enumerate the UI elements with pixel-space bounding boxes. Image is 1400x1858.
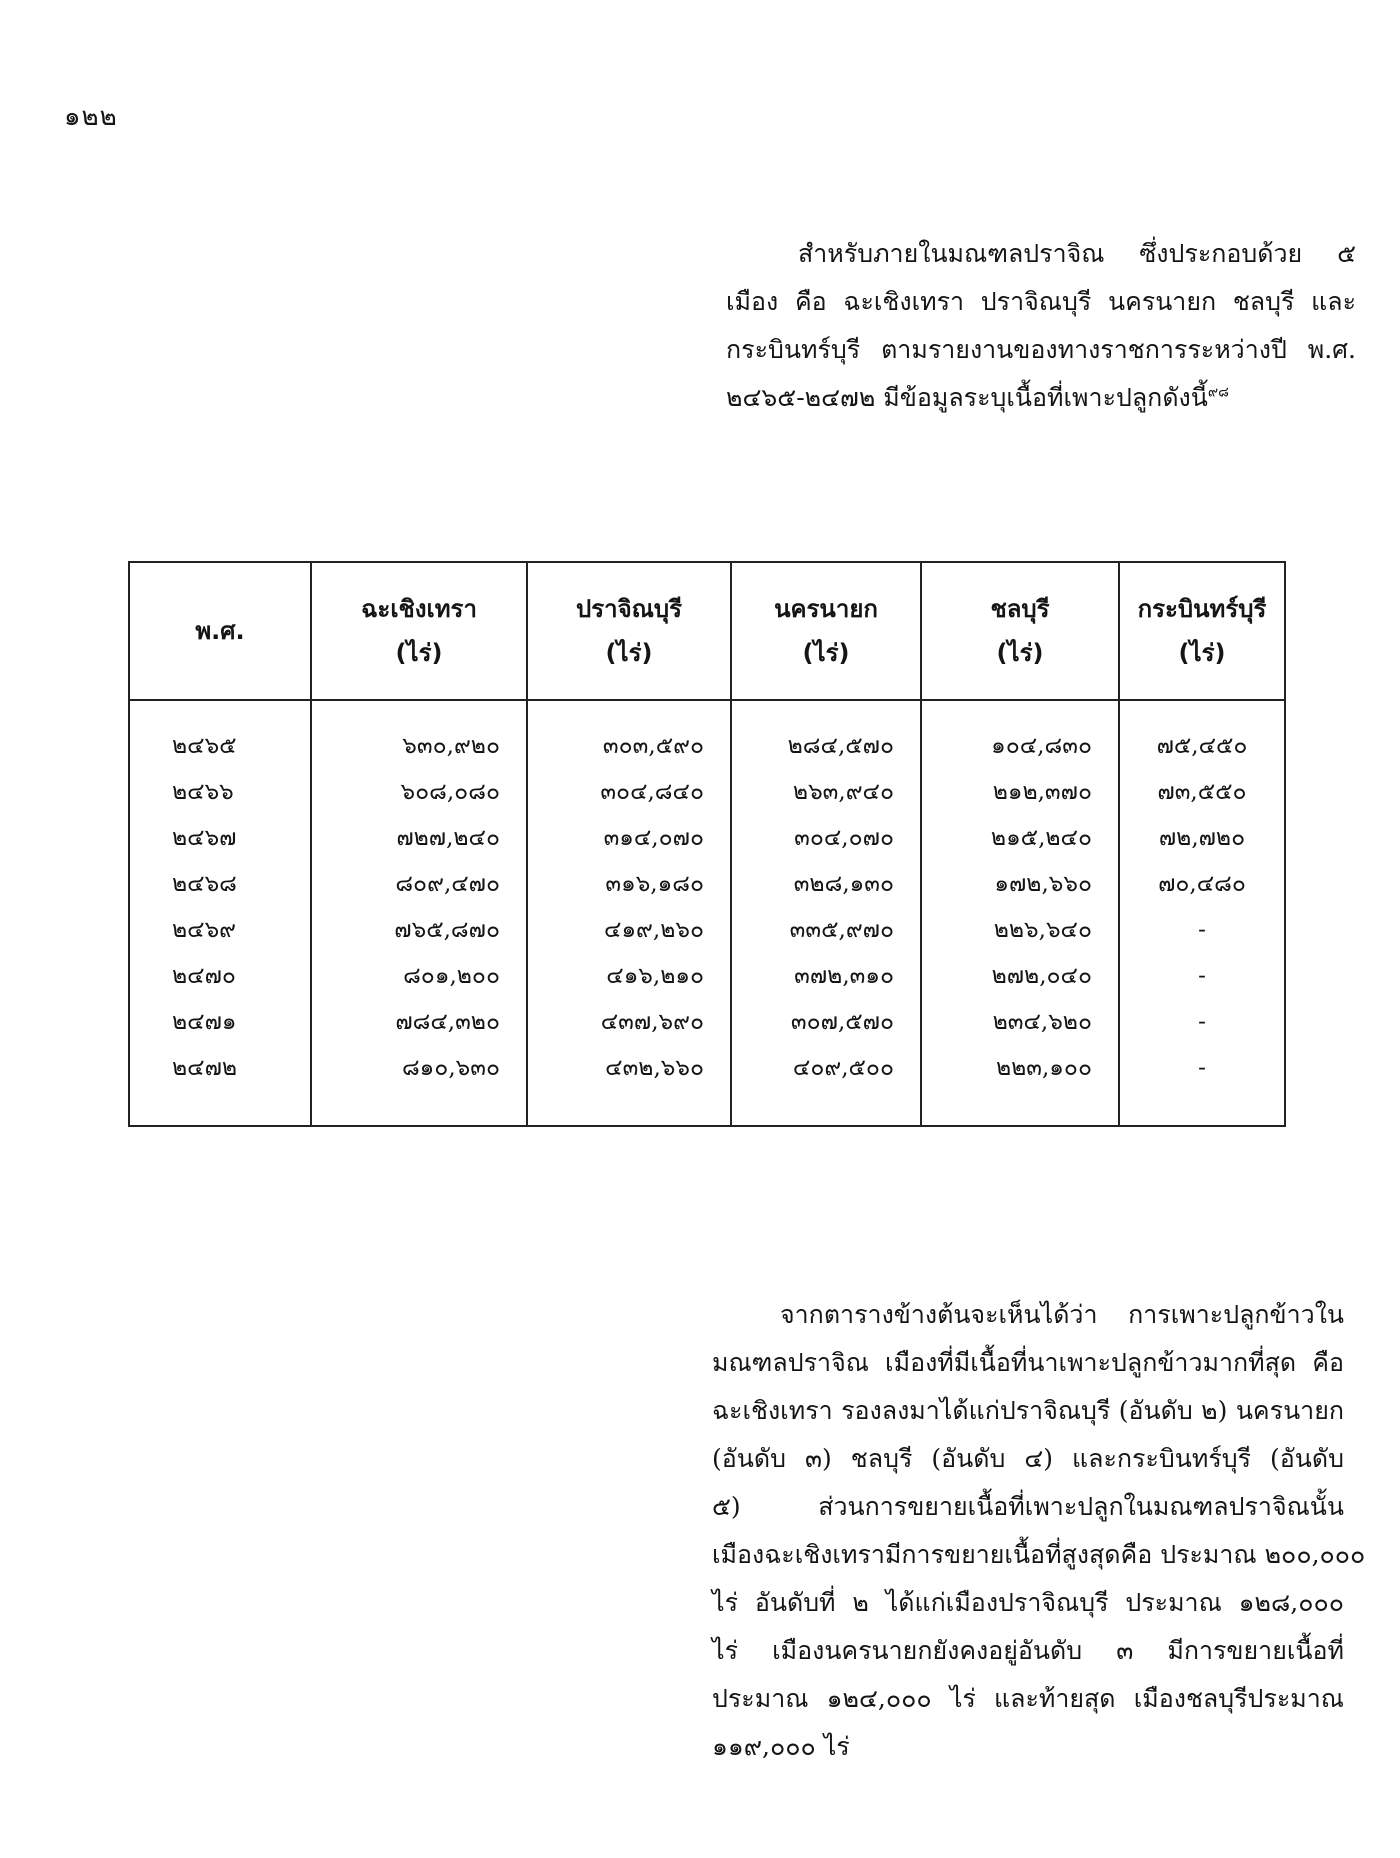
conclusion-line-7: ไร่ อันดับที่ ๒ ได้แก่เมืองปราจิณบุรี ประมาณ ๑๒๘,๐๐๐ [712, 1588, 1344, 1617]
cell-nakhonnayok: ๔๐๙,๕๐๐ [731, 1045, 921, 1126]
header-nakhonnayok-unit: (ไร่) [802, 639, 850, 667]
cell-prachinburi: ๓๐๓,๕๙๐ [527, 700, 731, 769]
table-row [129, 1045, 1285, 1126]
cell-chachoengsao: ๘๐๑,๒๐๐ [311, 953, 527, 999]
cell-kabinburi: ๗๒,๗๒๐ [1119, 815, 1285, 861]
intro-line-4 [726, 374, 1356, 422]
table-header-row [129, 562, 1285, 700]
intro-line-3: กระบินทร์บุรี ตามรายงานของทางราชการระหว่างปี พ.ศ. [726, 335, 1356, 364]
cell-year: ๒๔๖๘ [129, 861, 311, 907]
header-kabinburi-label: กระบินทร์บุรี [1137, 595, 1267, 623]
cell-prachinburi: ๔๓๒,๖๖๐ [527, 1045, 731, 1126]
table-row [129, 907, 1285, 953]
rice-cultivation-table [128, 561, 1286, 1127]
table-row [129, 700, 1285, 769]
cell-prachinburi: ๔๑๖,๒๑๐ [527, 953, 731, 999]
cell-chonburi: ๑๐๔,๘๓๐ [921, 700, 1119, 769]
cell-chonburi: ๒๗๒,๐๔๐ [921, 953, 1119, 999]
table-row [129, 861, 1285, 907]
cell-prachinburi: ๓๑๖,๑๘๐ [527, 861, 731, 907]
cell-chonburi: ๒๒๖,๖๔๐ [921, 907, 1119, 953]
cell-nakhonnayok: ๒๖๓,๙๔๐ [731, 769, 921, 815]
header-kabinburi-unit: (ไร่) [1178, 639, 1226, 667]
cell-year: ๒๔๗๐ [129, 953, 311, 999]
cell-year: ๒๔๖๖ [129, 769, 311, 815]
cell-chonburi: ๒๒๓,๑๐๐ [921, 1045, 1119, 1126]
header-chonburi-label: ชลบุรี [990, 595, 1050, 623]
footnote-marker: ๙๘ [1207, 384, 1229, 401]
intro-paragraph [726, 230, 1356, 422]
cell-chachoengsao: ๖๓๐,๙๒๐ [311, 700, 527, 769]
cell-year: ๒๔๖๗ [129, 815, 311, 861]
cell-chachoengsao: ๘๑๐,๖๓๐ [311, 1045, 527, 1126]
cell-chachoengsao: ๗๖๕,๘๗๐ [311, 907, 527, 953]
conclusion-line-8: ไร่ เมืองนครนายกยังคงอยู่อันดับ ๓ มีการขยายเนื้อที่ [712, 1636, 1344, 1665]
cell-kabinburi: - [1119, 953, 1285, 999]
cell-nakhonnayok: ๓๗๒,๓๑๐ [731, 953, 921, 999]
cell-kabinburi: - [1119, 999, 1285, 1045]
conclusion-line-9: ประมาณ ๑๒๔,๐๐๐ ไร่ และท้ายสุด เมืองชลบุรีประมาณ [712, 1684, 1344, 1713]
cell-year: ๒๔๖๕ [129, 700, 311, 769]
intro-line-4-text: ๒๔๖๕-๒๔๗๒ มีข้อมูลระบุเนื้อที่เพาะปลูกดังนี้ [726, 383, 1208, 412]
conclusion-line-2: มณฑลปราจิณ เมืองที่มีเนื้อที่นาเพาะปลูกข้าวมากที่สุด คือ [712, 1348, 1344, 1377]
header-prachinburi-unit: (ไร่) [605, 639, 653, 667]
cell-nakhonnayok: ๓๓๕,๙๗๐ [731, 907, 921, 953]
intro-line-2: เมือง คือ ฉะเชิงเทรา ปราจิณบุรี นครนายก ชลบุรี และ [726, 287, 1356, 316]
header-year [129, 562, 311, 700]
header-kabinburi [1119, 562, 1285, 700]
cell-prachinburi: ๓๐๔,๘๔๐ [527, 769, 731, 815]
cell-chachoengsao: ๖๐๘,๐๘๐ [311, 769, 527, 815]
conclusion-line-1: จากตารางข้างต้นจะเห็นได้ว่า การเพาะปลูกข้าวใน [780, 1300, 1344, 1329]
header-chonburi [921, 562, 1119, 700]
intro-line-1: สำหรับภายในมณฑลปราจิณ ซึ่งประกอบด้วย ๕ [798, 239, 1356, 268]
cell-nakhonnayok: ๒๘๔,๕๗๐ [731, 700, 921, 769]
conclusion-line-10: ๑๑๙,๐๐๐ ไร่ [712, 1732, 850, 1761]
header-nakhonnayok-label: นครนายก [774, 595, 878, 623]
conclusion-line-6: เมืองฉะเชิงเทรามีการขยายเนื้อที่สูงสุดคือ ประมาณ ๒๐๐,๐๐๐ [712, 1540, 1366, 1569]
cell-kabinburi: ๗๕,๔๕๐ [1119, 700, 1285, 769]
header-chachoengsao [311, 562, 527, 700]
header-chonburi-unit: (ไร่) [996, 639, 1044, 667]
conclusion-line-3: ฉะเชิงเทรา รองลงมาได้แก่ปราจิณบุรี (อันดับ ๒) นครนายก [712, 1396, 1344, 1425]
table-row [129, 953, 1285, 999]
cell-nakhonnayok: ๓๒๘,๑๓๐ [731, 861, 921, 907]
table-row [129, 769, 1285, 815]
header-nakhonnayok [731, 562, 921, 700]
cell-year: ๒๔๗๑ [129, 999, 311, 1045]
cell-chachoengsao: ๘๐๙,๔๗๐ [311, 861, 527, 907]
conclusion-line-5: ๕) ส่วนการขยายเนื้อที่เพาะปลูกในมณฑลปราจิณนั้น [712, 1492, 1344, 1521]
cell-chachoengsao: ๗๒๗,๒๔๐ [311, 815, 527, 861]
header-chachoengsao-unit: (ไร่) [395, 639, 443, 667]
conclusion-paragraph [712, 1291, 1366, 1771]
header-prachinburi-label: ปราจิณบุรี [575, 595, 683, 623]
header-year-label: พ.ศ. [195, 617, 245, 645]
cell-kabinburi: ๗๐,๔๘๐ [1119, 861, 1285, 907]
cell-chonburi: ๒๑๕,๒๔๐ [921, 815, 1119, 861]
cell-nakhonnayok: ๓๐๔,๐๗๐ [731, 815, 921, 861]
cell-chachoengsao: ๗๘๔,๓๒๐ [311, 999, 527, 1045]
header-chachoengsao-label: ฉะเชิงเทรา [361, 595, 477, 623]
cell-kabinburi: ๗๓,๕๕๐ [1119, 769, 1285, 815]
header-prachinburi [527, 562, 731, 700]
table-row [129, 815, 1285, 861]
cell-kabinburi: - [1119, 1045, 1285, 1126]
table-row [129, 999, 1285, 1045]
cell-kabinburi: - [1119, 907, 1285, 953]
cell-nakhonnayok: ๓๐๗,๕๗๐ [731, 999, 921, 1045]
cell-prachinburi: ๔๑๙,๒๖๐ [527, 907, 731, 953]
cell-prachinburi: ๓๑๔,๐๗๐ [527, 815, 731, 861]
cell-prachinburi: ๔๓๗,๖๙๐ [527, 999, 731, 1045]
conclusion-line-4: (อันดับ ๓) ชลบุรี (อันดับ ๔) และกระบินทร์บุรี (อันดับ [712, 1444, 1344, 1473]
cell-chonburi: ๑๗๒,๖๖๐ [921, 861, 1119, 907]
page-number: ๑๒๒ [64, 102, 118, 132]
cell-year: ๒๔๖๙ [129, 907, 311, 953]
cell-year: ๒๔๗๒ [129, 1045, 311, 1126]
cell-chonburi: ๒๑๒,๓๗๐ [921, 769, 1119, 815]
cell-chonburi: ๒๓๔,๖๒๐ [921, 999, 1119, 1045]
